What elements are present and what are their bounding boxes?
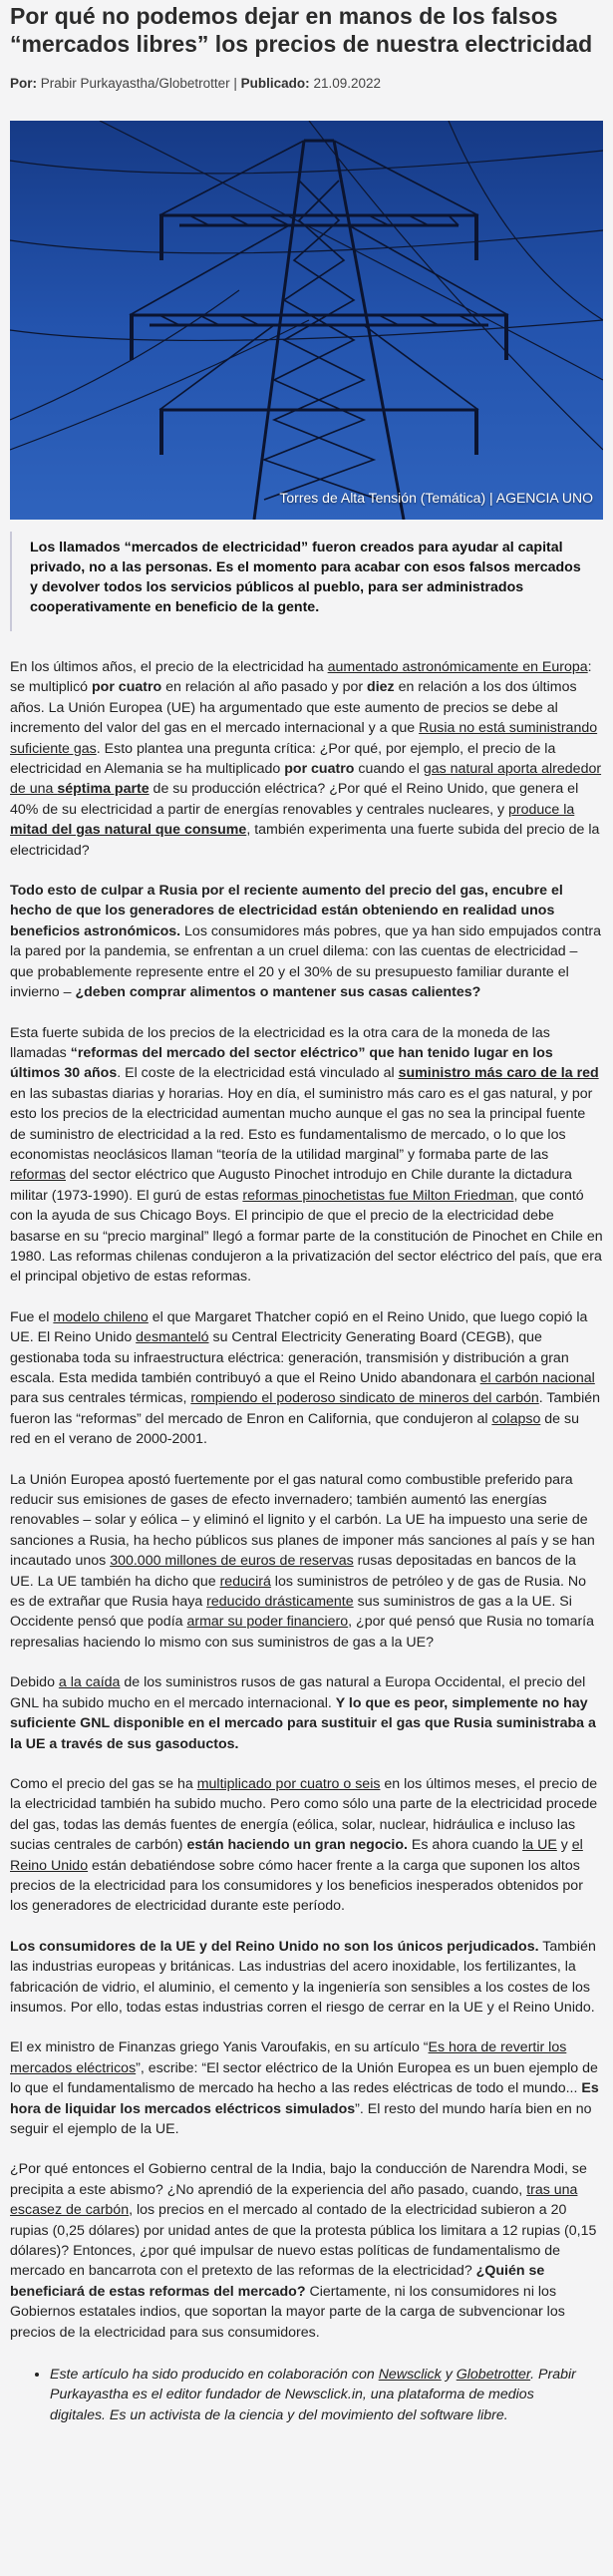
inline-link[interactable]: aumentado astronómicamente en Europa [327, 659, 588, 675]
inline-link[interactable]: el Reino Unido [10, 1837, 583, 1874]
paragraph-5: La Unión Europea apostó fuertemente por el gas natural como combustible preferido para reducir sus emisiones de gases de efecto invernadero; también aumentó las energías renovables – solar y eólica – y eliminó el lignito y el carbón. La UE ha impuesto una serie de sanciones a Rusia, ha hecho públicos sus planes de imponer más sanciones al país y se han incautado unos 300.000 millones de euros de reservas rusas depositadas en bancos de la UE. La UE también ha dicho que reducirá los suministros de petróleo y de gas de Rusia. No es de extrañar que Rusia haya reducido drásticamente sus suministros de gas a la UE. Si Occidente pensó que podía armar su poder financiero, ¿por qué pensó que Rusia no tomaría represalias haciendo lo mismo con sus suministros de gas a la UE? [10, 1471, 595, 1651]
article-lead: Los llamados “mercados de electricidad” fueron creados para ayudar al capital privado, no a las personas. Es el momento para acabar con esos falsos mercados y devolver todos los servicios públicos al pueblo, para ser administrados cooperativamente en beneficio de la gente. [10, 532, 603, 631]
inline-link[interactable]: colapso [491, 1410, 541, 1427]
newsclick-link[interactable]: Newsclick [378, 2367, 442, 2384]
globetrotter-link[interactable]: Globetrotter [456, 2367, 531, 2384]
paragraph-8: Los consumidores de la UE y del Reino Unido no son los únicos perjudicados. También las industrias europeas y británicas. Las industrias del acero inoxidable, los fertilizantes, la fabricación de vidrio, el aluminio, el cemento y la ingeniería son sensibles a los costes de los insumos. Por ello, todas estas industrias corren el riesgo de cerrar en la UE y el Reino Unido. [10, 1938, 596, 2016]
inline-link[interactable]: reformas pinochetistas fue Milton Friedman [242, 1187, 514, 1204]
inline-link[interactable]: Es hora de revertir los mercados eléctricos [10, 2039, 567, 2076]
author-name[interactable]: Prabir Purkayastha/Globetrotter [40, 76, 230, 91]
byline [10, 76, 603, 91]
published-date: 21.09.2022 [313, 76, 382, 91]
byline-separator: | [233, 76, 237, 91]
inline-link[interactable]: Rusia no está suministrando suficiente gas [10, 720, 598, 757]
published-label: Publicado: [240, 76, 310, 91]
hero-caption: Torres de Alta Tensión (Temática) | AGENCIA UNO [279, 490, 593, 506]
inline-link[interactable]: desmanteló [136, 1329, 209, 1346]
article-title: Por qué no podemos dejar en manos de los falsos “mercados libres” los precios de nuestra electricidad [10, 3, 593, 57]
inline-link[interactable]: reducido drásticamente [206, 1594, 354, 1611]
author-label: Por: [10, 76, 37, 91]
inline-link[interactable]: 300.000 millones de euros de reservas [110, 1553, 354, 1570]
hero-image [10, 121, 603, 520]
inline-link[interactable]: armar su poder financiero [186, 1614, 349, 1631]
inline-link[interactable]: rompiendo el poderoso sindicato de mineros del carbón [190, 1390, 539, 1407]
article-footnote [10, 2365, 603, 2425]
inline-link[interactable]: produce la mitad del gas natural que consume [10, 801, 575, 839]
inline-link[interactable]: el carbón nacional [479, 1370, 595, 1386]
inline-link[interactable]: reformas [10, 1167, 66, 1184]
paragraph-6: Debido a la caída de los suministros rusos de gas natural a Europa Occidental, el precio del GNL ha subido mucho en el mercado internacional. Y lo que es peor, simplemente no hay suficiente GNL disponible en el mercado para sustituir el gas que Rusia suministraba a la UE a través de sus gasoductos. [10, 1674, 596, 1752]
inline-link[interactable]: reducirá [219, 1573, 271, 1590]
inline-link[interactable]: suministro más caro de la red [398, 1065, 599, 1082]
paragraph-4: Fue el modelo chileno el que Margaret Thatcher copió en el Reino Unido, que luego copió la UE. El Reino Unido desmanteló su Central Electricity Generating Board (CEGB), que gestionaba toda su infraestructura eléctrica: generación, transmisión y distribución a gran escala. Esta medida también contribuyó a que el Reino Unido abandonara el carbón nacional para sus centrales térmicas, rompiendo el poderoso sindicato de mineros del carbón. También fueron las “reformas” del mercado de Enron en California, que condujeron al colapso de su red en el verano de 2000-2001. [10, 1308, 601, 1448]
inline-link[interactable]: gas natural aporta alrededor de una séptima parte [10, 761, 602, 798]
article-body [10, 657, 603, 2343]
inline-link[interactable]: modelo chileno [53, 1308, 149, 1325]
pylon-illustration [10, 121, 603, 520]
footnote-item: • Este artículo ha sido producido en colaboración con Newsclick y Globetrotter. Prabir Purkayastha es el editor fundador de Newsclick.in, una plataforma de medios digitales. Es un activista de la ciencia y del movimiento del software libre. [50, 2365, 593, 2425]
paragraph-3: Esta fuerte subida de los precios de la electricidad es la otra cara de la moneda de las llamadas “reformas del mercado del sector eléctrico” que han tenido lugar en los últimos 30 años. El coste de la electricidad está vinculado al suministro más caro de la red en las subastas diarias y horarias. Hoy en día, el suministro más caro es el gas natural, y por esto los precios de la electricidad aumentan mucho aunque el gas no sea la principal fuente de suministro de electricidad a la red. Esto es fundamentalismo de mercado, o lo que los economistas neoclásicos llaman “teoría de la utilidad marginal” y formaba parte de las reformas del sector eléctrico que Augusto Pinochet introdujo en Chile durante la dictadura militar (1973-1990). El gurú de estas reformas pinochetistas fue Milton Friedman, que contó con la ayuda de sus Chicago Boys. El principio de que el precio de la electricidad debe basarse en su “precio marginal” llegó a formar parte de la constitución de Pinochet en Chile en 1980. Las reformas chilenas condujeron a la privatización del sector eléctrico del país, que era el principal objetivo de estas reformas. [10, 1024, 603, 1286]
inline-link[interactable]: a la caída [58, 1674, 121, 1691]
paragraph-1: En los últimos años, el precio de la electricidad ha aumentado astronómicamente en Europa: se multiplicó por cuatro en relación al año pasado y por diez en relación a los dos últimos años. La Unión Europea (UE) ha argumentado que este aumento de precios se debe al incremento del valor del gas en el mercado internacional y a que Rusia no está suministrando suficiente gas. Esto plantea una pregunta crítica: ¿Por qué, por ejemplo, el precio de la electricidad en Alemania se ha multiplicado por cuatro cuando el gas natural aporta alrededor de una séptima parte de su producción eléctrica? ¿Por qué el Reino Unido, que genera el 40% de su electricidad a partir de energías renovables y centrales nucleares, y produce la mitad del gas natural que consume, también experimenta una fuerte subida del precio de la electricidad? [10, 659, 602, 859]
inline-link[interactable]: la UE [522, 1837, 557, 1854]
paragraph-7: Como el precio del gas se ha multiplicado por cuatro o seis en los últimos meses, el precio de la electricidad también ha subido mucho. Pero como sólo una parte de la electricidad procede del gas, todas las demás fuentes de energía (eólica, solar, nuclear, hidráulica e incluso las sucias centrales de carbón) están haciendo un gran negocio. Es ahora cuando la UE y el Reino Unido están debatiéndose sobre cómo hacer frente a la carga que suponen los altos precios de la electricidad para los consumidores y los beneficios inesperados obtenidos por los generadores de electricidad durante este período. [10, 1775, 598, 1915]
inline-link[interactable]: tras una escasez de carbón [10, 2181, 578, 2219]
inline-link[interactable]: multiplicado por cuatro o seis [196, 1775, 381, 1792]
paragraph-2: Todo esto de culpar a Rusia por el reciente aumento del precio del gas, encubre el hecho de que los generadores de electricidad están obteniendo en realidad unos beneficios astronómicos. Los consumidores más pobres, que ya han sido empujados contra la pared por la pandemia, se enfrentan a un cruel dilema: con las cuentas de electricidad – que probablemente represente entre el 20 y el 30% de su presupuesto familiar durante el invierno – ¿deben comprar alimentos o mantener sus casas calientes? [10, 883, 602, 1001]
paragraph-9: El ex ministro de Finanzas griego Yanis Varoufakis, en su artículo “Es hora de revertir los mercados eléctricos”, escribe: “El sector eléctrico de la Unión Europea es un buen ejemplo de lo que el fundamentalismo de mercado ha hecho a las redes eléctricas de todo el mundo... Es hora de liquidar los mercados eléctricos simulados”. El resto del mundo haría bien en no seguir el ejemplo de la UE. [10, 2039, 599, 2137]
paragraph-10: ¿Por qué entonces el Gobierno central de la India, bajo la conducción de Narendra Modi, se precipita a este abismo? ¿No aprendió de la experiencia del año pasado, cuando, tras una escasez de carbón, los precios en el mercado al contado de la electricidad subieron a 20 rupias (0,25 dólares) por unidad antes de que la protesta pública los limitara a 12 rupias (0,15 dólares)? Entonces, ¿por qué impulsar de nuevo estas políticas de fundamentalismo de mercado en bancarrota con el pretexto de las reformas de la electricidad? ¿Quién se beneficiará de estas reformas del mercado? Ciertamente, ni los consumidores ni los Gobiernos estatales indios, que soportan la mayor parte de la carga de subvencionar los precios de la electricidad para sus consumidores. [10, 2161, 597, 2341]
